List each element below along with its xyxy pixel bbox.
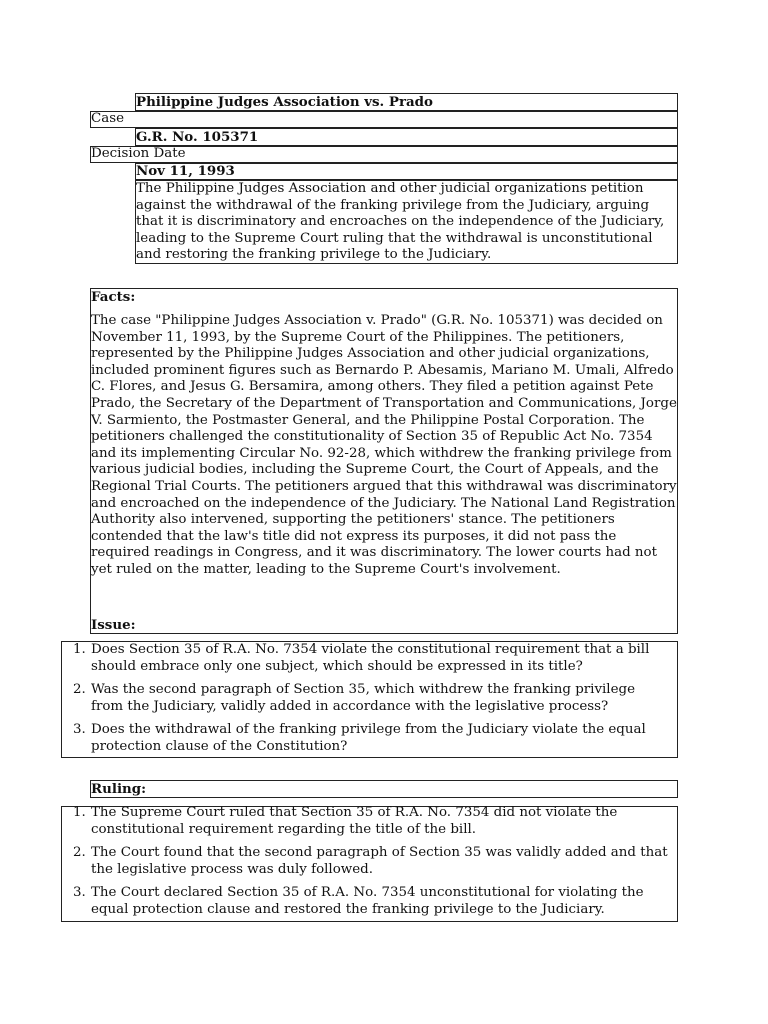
- facts-heading: Facts:: [91, 289, 136, 305]
- ruling-item: 1. The Supreme Court ruled that Section 35 of R.A. No. 7354 did not violate the constitutional requirement regarding the title of the bill.: [90, 805, 670, 838]
- issue-item: 2. Was the second paragraph of Section 35, which withdrew the franking privilege from the Judiciary, validly added in accordance with the legislative process?: [90, 682, 666, 715]
- decision-date-cell: [135, 163, 678, 180]
- summary-cell: [135, 180, 678, 264]
- issue-list-box: [61, 641, 678, 758]
- ruling-item: 3. The Court declared Section 35 of R.A. No. 7354 unconstitutional for violating the equal protection clause and restored the franking privilege to the Judiciary.: [90, 885, 670, 918]
- ruling-list: [62, 805, 670, 919]
- case-number: G.R. No. 105371: [136, 129, 259, 145]
- ruling-item: 2. The Court found that the second paragraph of Section 35 was validly added and that the legislative process was duly followed.: [90, 845, 670, 878]
- ruling-list-box: [61, 806, 678, 922]
- ruling-heading: Ruling:: [91, 781, 147, 797]
- case-number-cell: [135, 128, 678, 146]
- case-label-cell: [90, 111, 678, 128]
- issue-item: 3. Does the withdrawal of the franking privilege from the Judiciary violate the equal protection clause of the Constitution?: [90, 722, 666, 755]
- issue-heading: Issue:: [91, 617, 136, 633]
- case-label: Case: [91, 111, 125, 126]
- case-summary: The Philippine Judges Association and other judicial organizations petition against the withdrawal of the franking privilege from the Judiciary, arguing that it is discriminatory and encroaches on the independence of the Judiciary, leading to the Supreme Court ruling that the withdrawal is unconstitutional and restoring the franking privilege to the Judiciary.: [136, 181, 665, 263]
- case-title: Philippine Judges Association vs. Prado: [136, 94, 433, 110]
- issue-item: 1. Does Section 35 of R.A. No. 7354 violate the constitutional requirement that a bill should embrace only one subject, which should be expressed in its title?: [90, 642, 666, 675]
- decision-date-label-cell: [90, 146, 678, 163]
- facts-section: [90, 288, 678, 634]
- decision-date-label: Decision Date: [91, 146, 186, 161]
- issue-list: [62, 642, 666, 756]
- decision-date: Nov 11, 1993: [136, 163, 235, 179]
- facts-body: The case "Philippine Judges Association v. Prado" (G.R. No. 105371) was decided on November 11, 1993, by the Supreme Court of the Philippines. The petitioners, represented by the Philippine Judges Association and other judicial organizations, included prominent figures such as Bernardo P. Abesamis, Mariano M. Umali, Alfredo C. Flores, and Jesus G. Bersamira, among others. They filed a petition against Pete Prado, the Secretary of the Department of Transportation and Communications, Jorge V. Sarmiento, the Postmaster General, and the Philippine Postal Corporation. The petitioners challenged the constitutionality of Section 35 of Republic Act No. 7354 and its implementing Circular No. 92-28, which withdrew the franking privilege from various judicial bodies, including the Supreme Court, the Court of Appeals, and the Regional Trial Courts. The petitioners argued that this withdrawal was discriminatory and encroached on the independence of the Judiciary. The National Land Registration Authority also intervened, supporting the petitioners' stance. The petitioners contended that the law's title did not express its purposes, it did not pass the required readings in Congress, and it was discriminatory. The lower courts had not yet ruled on the matter, leading to the Supreme Court's involvement.: [91, 313, 677, 577]
- ruling-heading-box: [90, 780, 678, 798]
- title-cell: [135, 93, 678, 111]
